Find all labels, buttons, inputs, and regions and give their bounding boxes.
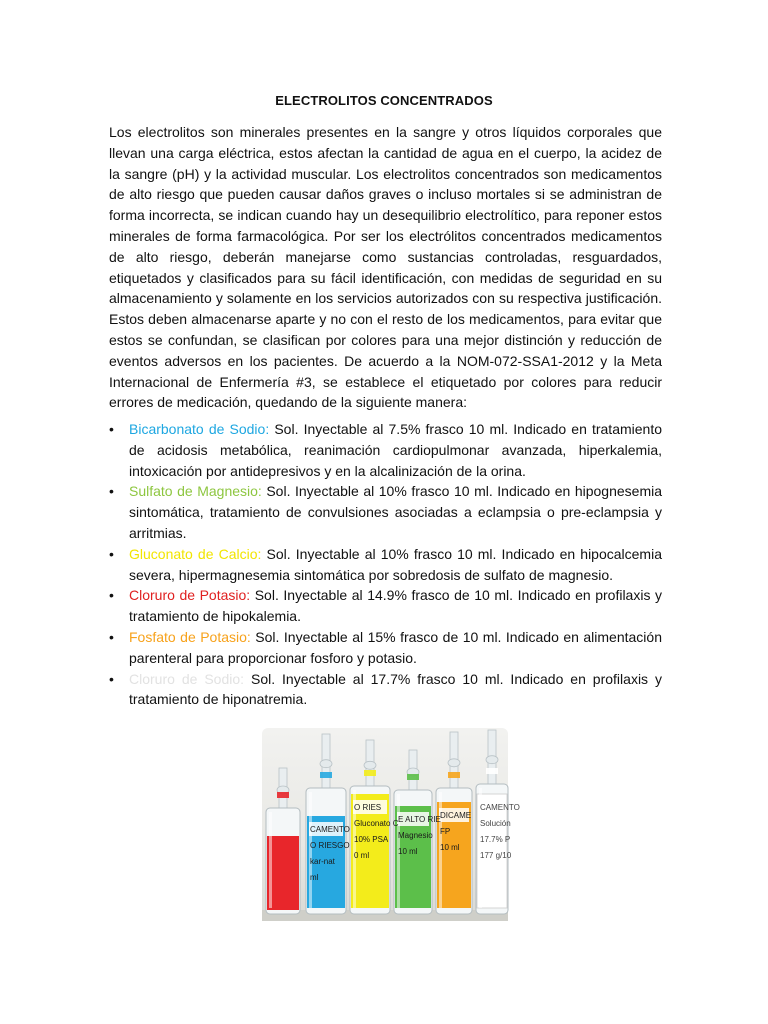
vial-label-text: 177 g/10 xyxy=(480,851,512,860)
vial-label-text: CAMENTO xyxy=(480,803,520,812)
vials-illustration xyxy=(262,728,520,921)
bullet-icon: • xyxy=(109,670,114,687)
vial-label-text: Magnesio xyxy=(398,831,433,840)
electrolyte-name: Cloruro de Potasio: xyxy=(129,587,251,604)
vial-label-text: Solución xyxy=(480,819,511,828)
bullet-icon: • xyxy=(109,545,114,562)
intro-paragraph: Los electrolitos son minerales presentes en la sangre y otros líquidos corporales que llevan una carga eléctrica, estos afectan la cantidad de agua en el cuerpo, la acidez de la sangre (pH) y la actividad muscular. Los electrolitos concentrados son medicamentos de alto riesgo que pueden causar daños graves o incluso mortales si se administran de forma incorrecta, se indican cuando hay un desequilibrio electrolítico, para reponer estos minerales de forma farmacológica. Por ser los electrólitos concentrados medicamentos de alto riesgo, deberán manejarse como sustancias controladas, resguardados, etiquetados y clasificados para su fácil identificación, con medidas de seguridad en su almacenamiento y solamente en los servicios autorizados con su respectiva justificación. Estos deben almacenarse aparte y no con el resto de los medicamentos, para evitar que estos se confundan, se clasifican por colores para una mejor distinción y reducción de eventos adversos en los pacientes. De acuerdo a la NOM-072-SSA1-2012 y la Meta Internacional de Enfermería #3, se establece el etiquetado por colores para reducir errores de medicación, quedando de la siguiente manera: xyxy=(109,124,662,411)
electrolyte-name: Gluconato de Calcio: xyxy=(129,545,262,562)
vial-label-text: Gluconato C xyxy=(354,819,399,828)
vial-label-text: ml xyxy=(310,873,319,882)
electrolyte-name: Fosfato de Potasio: xyxy=(129,628,251,645)
vial-label-text: E ALTO RIE xyxy=(398,815,441,824)
bullet-icon: • xyxy=(109,628,114,645)
electrolyte-description: Sol. Inyectable al 10% frasco 10 ml. Indicado en hipocalcemia severa, hipermagnesemia sintomática por sobredosis de sulfato de magnesio. xyxy=(129,545,662,583)
electrolyte-name: Bicarbonato de Sodio: xyxy=(129,421,270,437)
vial xyxy=(266,768,300,914)
electrolyte-name: Cloruro de Sodio: xyxy=(129,670,245,687)
electrolyte-description: Sol. Inyectable al 17.7% frasco 10 ml. Indicado en profilaxis y tratamiento de hiponatremia. xyxy=(129,670,662,708)
electrolyte-vials-photo xyxy=(262,728,520,921)
vial-label-text: 10% PSA xyxy=(354,835,389,844)
list-item xyxy=(109,481,662,543)
bullet-icon: • xyxy=(109,587,114,604)
electrolyte-description: Sol. Inyectable al 14.9% frasco de 10 ml. Indicado en profilaxis y tratamiento de hipokalemia. xyxy=(129,587,663,625)
vial-label-text: FP xyxy=(440,827,451,836)
list-item xyxy=(109,419,662,481)
list-item xyxy=(109,585,662,627)
vial-label-text: O RIESGO xyxy=(310,841,350,850)
electrolyte-list xyxy=(109,419,662,710)
electrolyte-description: Sol. Inyectable al 15% frasco de 10 ml. Indicado en alimentación parenteral para proporcionar fosforo y potasio. xyxy=(129,628,662,666)
electrolyte-description: Sol. Inyectable al 10% frasco 10 ml. Indicado en hipognesemia sintomática, tratamiento de convulsiones asociadas a eclampsia o pre-eclampsia y arritmias. xyxy=(129,483,662,541)
list-item xyxy=(109,669,662,711)
vial-label-text: 10 ml xyxy=(398,847,418,856)
document-title: ELECTROLITOS CONCENTRADOS xyxy=(275,93,493,108)
vial-label-text: kar-nat xyxy=(310,857,335,866)
vial xyxy=(306,734,346,914)
vial xyxy=(436,732,472,914)
electrolyte-description: Sol. Inyectable al 7.5% frasco 10 ml. Indicado en tratamiento de acidosis metabólica, reanimación cardiopulmonar avanzada, hiperkalemia, intoxicación por antidepresivos y en la alcalinización de la orina. xyxy=(129,421,663,479)
bullet-icon: • xyxy=(109,483,114,500)
vial-label-text: O RIES xyxy=(354,803,382,812)
vial-label-text: 10 ml xyxy=(440,843,460,852)
vial-label-text: DICAME xyxy=(440,811,472,820)
vial-label-text: CAMENTO xyxy=(310,825,350,834)
bullet-icon: • xyxy=(109,421,114,437)
list-item xyxy=(109,627,662,669)
vial-label-text: 0 ml xyxy=(354,851,370,860)
electrolyte-name: Sulfato de Magnesio: xyxy=(129,483,262,500)
list-item xyxy=(109,544,662,586)
vial-label-text: 17.7% P xyxy=(480,835,511,844)
